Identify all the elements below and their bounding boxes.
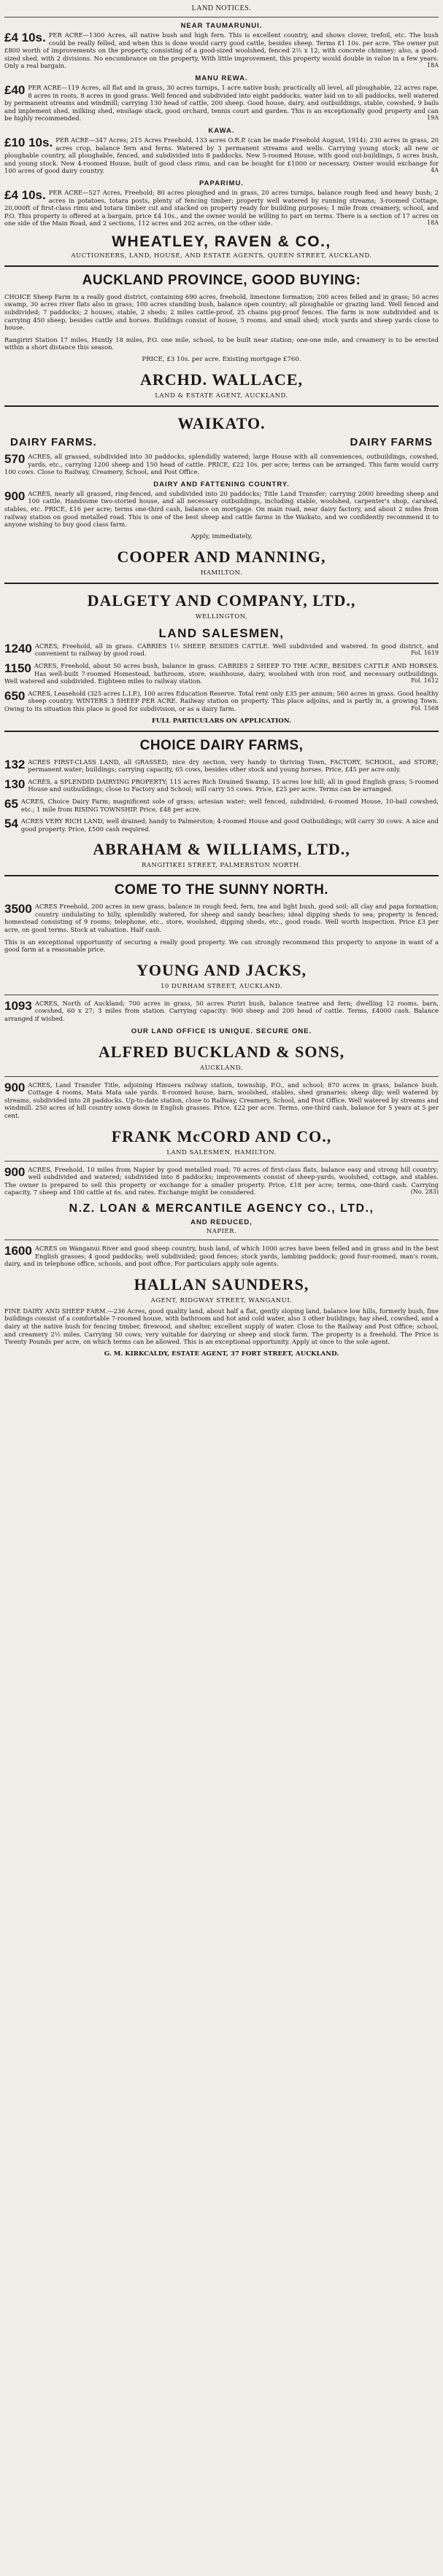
listing-acres: 130 — [4, 777, 26, 791]
listing-acres: 900 — [4, 1081, 26, 1094]
listing-ref: 4A — [431, 167, 439, 174]
listing-text: PER ACRE—347 Acres; 215 Acres Freehold, 133 acres O.R.P. (can be made Freehold August, 1914); 230 acres in grass, 20 acres crop, balance fern and ferns. Watered by 3 permanent streams and wells. Carrying young stock; all new or ploughable country, all ploughable, fenced, and subdivided into 8 paddocks. New 5-roomed House, with good out-buildings, 5 acres bush, and young stock. New 4-roomed House, built of good class rimu, and can be bought for £1000 or necessary. Owner would exchange for 100 acres of good dairy country. — [4, 136, 439, 175]
listing-body — [4, 136, 439, 175]
buckland-block — [4, 1000, 439, 1156]
listing-acres: 132 — [4, 758, 26, 771]
listing-ref: 18A — [427, 62, 439, 69]
agent-city: WELLINGTON, — [195, 612, 248, 620]
agent-name: ABRAHAM & WILLIAMS, LTD., — [93, 840, 350, 859]
listing-acres: 3500 — [4, 903, 32, 917]
wallace-block — [4, 273, 439, 400]
listing-text: ACRES on Wanganui River and good sheep country, bush land, of which 1000 acres have been felled and in grass and in the best English grasses; 4 good paddocks; well subdivided; good fences; stock yards, lambing paddock; good four-roomed, man's room, dairy, and in telephone office, schools, and post office. For particulars apply sole agents. — [4, 1244, 439, 1268]
listing-subhead: DAIRY AND FATTENING COUNTRY. — [153, 480, 290, 489]
listing-text: ACRES, Freehold, 10 miles from Napier by good metalled road; 70 acres of first-class flats, balance easy and strong hill country; well subdivided and watered; subdivided into 8 paddocks; improvements consist of sheep-yards, woolshed, cottage, and stables. The owner is prepared to sell this property or exchange for a smaller property. Price, £18 per acre; terms, one-third cash. Carrying capacity, 7 sheep and 100 cattle at 6s. and rates. Exchange might be considered. — [4, 1165, 439, 1196]
listing-body — [4, 453, 439, 476]
listing-text: ACRES VERY RICH LAND, well drained; handy to Palmerston; 4-roomed House and good Outbuildings; will carry 30 cows. A nice and good property. Price, £500 cash required. — [20, 817, 439, 833]
listing-acres: 65 — [4, 797, 18, 811]
listing-acres: 1240 — [4, 642, 32, 655]
agent-address: LAND SALESMEN, HAMILTON. — [166, 1148, 277, 1156]
agent-address: AGENT, RIDGWAY STREET, WANGANUI. — [150, 1296, 293, 1304]
listing-price: £40 — [4, 83, 26, 97]
listing-body — [4, 490, 439, 529]
listing-price: £4 10s. — [4, 188, 46, 202]
listing-acres: 1150 — [4, 661, 31, 675]
listing-text: ACRES, nearly all grassed, ring-fenced, and subdivided into 20 paddocks; Title Land Transfer; carrying 2000 breeding sheep and 100 cattle. Handsome two-storied house, and all necessary outbuildings, including stable, woolshed, carpenter's shop, carshed, stables, etc. PRICE, £16 per acre; terms one-third cash, balance on mortgage. On main road, near dairy factory, and about 2 miles from railway station on good metalled road. This is one of the best sheep and cattle farms in the Waikato, and we confidently recommend it to anyone wishing to buy good class farm. — [4, 489, 439, 529]
dairy-label-left: DAIRY FARMS. — [10, 436, 97, 449]
listing-body — [4, 817, 439, 833]
listing-acres: 1600 — [4, 1244, 32, 1258]
listing-location: MANU REWA. — [195, 74, 248, 82]
listing-text: PER ACRE—527 Acres, Freehold; 80 acres ploughed and in grass, 20 acres turnips, balance rough feed and heavy bush; 2 acres in potatoes, totara posts, plenty of fencing timber; property well watered by running streams; 3-roomed Cottage, 20,000ft of first-class rimu and totara timber cut and stacked on property ready for building purposes; 1 mile from creamery, school, and P.O. This property is offered at a bargain, price £4 10s., and the owner would be willing to part on terms. There is a section of 17 acres on one side of the Main Road, and 2 sections, 112 acres and 202 acres, on the other side. — [4, 188, 439, 227]
newspaper-page — [4, 4, 439, 1358]
listing-text: PER ACRE—119 Acres, all flat and in grass, 30 acres turnips, 1 acre native bush; practically all level, all ploughable, 22 acres rape, 8 acres in roots, 8 acres in good grass. Well fenced and subdivided into eight paddocks, water laid on to all paddocks, well watered by permanent streams and windmill; carrying 130 head of cattle, 200 sheep. Good house, dairy, and outbuildings, stable, cowshed, 9 bails and implement shed, milking shed, ensilage stack, good orchard, tennis court and garden. This is an exceptionally good property and can be highly recommended. — [4, 83, 439, 122]
listing-body — [4, 642, 439, 658]
listing-body — [4, 798, 439, 813]
agent-name: HALLAN SAUNDERS, — [134, 1275, 309, 1293]
ad-paragraph — [4, 1307, 439, 1346]
ad-paragraph — [4, 938, 439, 954]
divider — [4, 265, 439, 267]
listing-acres: 900 — [4, 489, 26, 503]
ad-title: AUCKLAND PROVINCE, GOOD BUYING: — [82, 272, 361, 288]
agent-address: RANGITIKEI STREET, PALMERSTON NORTH. — [142, 862, 301, 870]
nz-loan-block — [4, 1166, 439, 1235]
listing-text: ACRES FIRST-CLASS LAND, all GRASSED; nice dry section, very handy to thriving Town, FACTORY, SCHOOL, and STORE; permanent water; buildings; carrying capacity, 65 cows, besides other stock and young horses. Price, £45 per acre only. — [28, 758, 439, 774]
ad-footer: FULL PARTICULARS ON APPLICATION. — [151, 717, 292, 725]
agent-address: AUCKLAND. — [199, 1064, 244, 1072]
listing-text: PER ACRE—1300 Acres, all native bush and high fern. This is excellent country, and shows clover, trefoil, etc. The bush could be really felled, and when this is done would carry good cattle, besides sheep. Terms £1 10s. per acre. The owner put £800 worth of improvements on the property, consisting of a good-sized woolshed, fenced 2½ x 12, with concrete chimney; also, a good-sized shed, with 2 divisions. No encumbrance on the property. With little improvement, this property would double in value in a few years. Only a real bargain. — [4, 31, 439, 70]
ad-text: This is an exceptional opportunity of securing a really good property. We can strongly recommend this property to anyone in want of a good farm at a reasonable price. — [4, 938, 439, 954]
listing — [4, 127, 439, 175]
dalgety-block — [4, 591, 439, 725]
agent-address: LAND & ESTATE AGENT, AUCKLAND. — [155, 392, 288, 400]
listing-body — [4, 84, 439, 122]
listing-ref: Fol. 1568 — [411, 704, 439, 712]
listing-ref: 18A — [427, 219, 439, 227]
dairy-label-right: DAIRY FARMS — [350, 436, 433, 449]
ad-footer: G. M. KIRKCALDY, ESTATE AGENT, 37 FORT STREET, AUCKLAND. — [104, 1350, 339, 1358]
listing-text: ACRES, Land Transfer Title, adjoining Hinuera railway station, township, P.O., and school; 870 acres in grass, balance bush. Cottage 4 rooms, Mata Mata sale yards. 8-roomed house, barn, woolshed, stables, shed granaries; sheep dip; well watered by streams, subdivided into 28 paddocks. Up-to-date station, close to Railway, Creamery, School, and Post Office. Well watered by streams and windmill. 250 acres of hill country sown down in English grasses. Price, £22 per acre. Terms, one-third cash, balance for 5 years at 5 per cent. — [4, 1081, 439, 1119]
listing-body — [4, 690, 439, 713]
agent-name: WHEATLEY, RAVEN & CO., — [112, 233, 331, 250]
listing-text: ACRES, Choice Dairy Farm; magnificent sole of grass; artesian water; well fenced, subdivided; 6-roomed House, 10-bail cowshed, etc.; 1 mile from RISING TOWNSHIP. Price, £48 per acre. — [20, 797, 439, 813]
listing-body — [4, 778, 439, 793]
divider — [4, 731, 439, 732]
agent-name: FRANK McCORD AND CO., — [111, 1126, 332, 1145]
listing-body — [4, 31, 439, 70]
listing-text: ACRES, North of Auckland; 700 acres in grass, 50 acres Puriri bush, balance teatree and fern; dwelling 12 rooms, barn, cowshed, 60 x 27; 3 miles from station. Carrying capacity: 900 sheep and 200 head of cattle. Terms, £4000 cash. Balance arranged if wished. — [4, 999, 439, 1023]
agent-address: AUCTIONEERS, LAND, HOUSE, AND ESTATE AGENTS, QUEEN STREET, AUCKLAND. — [71, 252, 372, 260]
listing-location: KAWA. — [208, 126, 235, 135]
listing-text: ACRES, Freehold, all in grass. CARRIES 1½ SHEEP, BESIDES CATTLE. Well subdivided and watered. In good district, and convenient to railway by good road. — [34, 642, 439, 658]
divider — [4, 405, 439, 407]
ad-text: CHOICE Sheep Farm in a really good district, containing 690 acres, freehold, limestone formation; 200 acres felled and in grass; 50 acres swamp, 30 acres river flats also in grass; 100 acres standing bush, balance open country; all ploughable or grazing land. Well fenced and subdivided; 7 paddocks; 2 houses, stable, 2 sheds; 2 miles cattle-proof, 25 chains pig-proof fences. The farm is now subdivided and is carrying 450 sheep, besides cattle and horses. Buildings consist of house, 5 rooms, and small shed; stock yards and sheep yards close to house. — [4, 292, 439, 332]
listing-body — [4, 903, 439, 933]
listing-text: ACRES, Leasehold (325 acres L.I.P.), 100 acres Education Reserve. Total rent only £35 per annum; 560 acres in grass. Good healthy sheep country. WINTERS 3 SHEEP PER ACRE. Railway station on property. This place adjoins, and is partly in, a growing Town. Owing to its situation this place is good for subdivision, or as a dairy farm. — [4, 689, 439, 712]
agent-name: ARCHD. WALLACE, — [139, 370, 303, 389]
saunders-block — [4, 1245, 439, 1358]
listing-text: ACRES, all grassed, subdivided into 30 paddocks, splendidly watered; large House with all conveniences, outbuildings, cowshed, yards, etc., carrying 1200 sheep and 150 head of cattle. PRICE, £22 10s. per acre; terms can be arranged. This farm would carry 100 cows. Close to Railway, Creamery, School, and Post Office. — [4, 453, 439, 476]
agent-name: YOUNG AND JACKS, — [136, 960, 307, 979]
wheatley-block — [4, 22, 439, 260]
divider — [4, 1076, 439, 1077]
listing-acres: 54 — [4, 817, 18, 831]
listing-body — [4, 189, 439, 227]
listing — [4, 74, 439, 122]
listing-text: ACRES Freehold, 200 acres in new grass, balance in rough feed, fern, tea and light bush, good soil; all clay and papa formation; country undulating to hilly, splendidly watered, for sheep and sandy beaches; ideal dipping sheds to sea; property is fenced; homestead consisting of 9 rooms; telephone, etc., store, woolshed, dipping sheds, etc., good roads. Well worth inspection. Price £3 per acre, on good terms. Stock at valuation. Half cash. — [4, 903, 439, 934]
listing-location: PAPARIMU. — [199, 179, 244, 187]
listing-ref: Fol. 1612 — [411, 677, 439, 685]
listing-subhead: OUR LAND OFFICE IS UNIQUE. SECURE ONE. — [131, 1027, 312, 1035]
agent-name: DALGETY AND COMPANY, LTD., — [87, 591, 356, 610]
divider — [4, 875, 439, 876]
listing-location: NEAR TAUMARUNUI. — [180, 22, 263, 30]
agent-address: 10 DURHAM STREET, AUCKLAND. — [160, 982, 283, 990]
listing-body — [4, 1000, 439, 1023]
listing-price: £10 10s. — [4, 136, 53, 149]
agent-name: N.Z. LOAN & MERCANTILE AGENCY CO., LTD., — [69, 1202, 374, 1215]
listing-body — [4, 758, 439, 774]
listing-ref: 19A — [427, 114, 439, 122]
dairy-row — [10, 436, 433, 448]
listing-acres: 900 — [4, 1165, 26, 1179]
divider — [4, 583, 439, 584]
agent-name: COOPER AND MANNING, — [117, 547, 326, 566]
agent-city: NAPIER. — [206, 1227, 237, 1235]
listing-body — [4, 662, 439, 685]
agent-address: HAMILTON. — [200, 569, 243, 577]
listing-price: £4 10s. — [4, 31, 46, 44]
ad-title: COME TO THE SUNNY NORTH. — [114, 882, 329, 898]
listing — [4, 22, 439, 70]
listing-text: ACRES, a SPLENDID DAIRYING PROPERTY; 115 acres Rich Drained Swamp, 15 acres low hill; all in good English grass; 5-roomed House and outbuildings; close to Factory and School; will carry 55 cows. Price, £25 per acre. Terms can be arranged. — [28, 777, 439, 793]
listing-text: ACRES, Freehold, about 50 acres bush, balance in grass. CARRIES 2 SHEEP TO THE ACRE, BESIDES CATTLE AND HORSES. Has well-built 7-roomed Homestead, bathroom, store, washhouse, dairy, woolshed with iron roof, and necessary outbuildings. Well watered and subdivided. Eighteen miles to railway station. — [4, 661, 439, 685]
listing-acres: 570 — [4, 453, 26, 467]
ad-price: PRICE, £3 10s. per acre. Existing mortgage £760. — [142, 356, 301, 364]
agent-sub: AND REDUCED, — [190, 1218, 253, 1226]
listing-body — [4, 1245, 439, 1268]
listing-ref: (No. 283) — [410, 1188, 439, 1196]
listing-acres: 650 — [4, 689, 26, 703]
young-block — [4, 882, 439, 990]
section-header: LAND NOTICES. — [191, 4, 252, 12]
abraham-block — [4, 738, 439, 870]
cooper-block — [4, 414, 439, 577]
ad-text: Rangiriri Station 17 miles, Huntly 18 miles, P.O. one mile, school, to be built near station; one-one mile, and creamery is to be erected within a short distance this season. — [4, 335, 439, 351]
listing-body — [4, 1081, 439, 1120]
apply-note: Apply, immediately, — [190, 532, 253, 540]
region-title: WAIKATO. — [177, 414, 266, 433]
listing-acres: 1093 — [4, 999, 32, 1013]
listing-body — [4, 1166, 439, 1196]
listing — [4, 179, 439, 227]
ad-paragraph — [4, 336, 439, 351]
ad-text: FINE DAIRY AND SHEEP FARM.—236 Acres, good quality land, about half a flat, gently sloping land, balance low hills, formerly bush, fine buildings consist of a comfortable 7-roomed house, with bathroom and hot and cold water, also 3 other buildings; hay shed, cowshed, and a dairy at the native bush for fencing timber, firewood, and shelter, excellent supply of water. Close to the Railway and Post Office; school, and creamery 2½ miles. Carrying 50 cows; very suitable for dairying or sheep and stock farm. The property is a freehold. The Price is Twenty Pounds per acre, on which terms can be allowed. This is an exceptional opportunity. Apply at once to the sole agent. — [4, 1307, 439, 1346]
listing-ref: Fol. 1619 — [411, 650, 439, 657]
ad-title: CHOICE DAIRY FARMS, — [139, 737, 304, 753]
agent-role: LAND SALESMEN, — [158, 626, 285, 640]
ad-paragraph — [4, 293, 439, 332]
agent-name: ALFRED BUCKLAND & SONS, — [98, 1042, 345, 1061]
